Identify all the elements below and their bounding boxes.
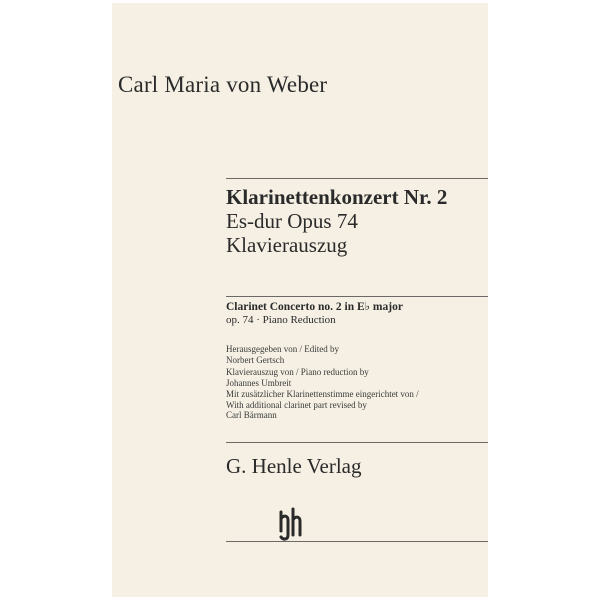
reduction-credit [226,367,369,388]
subtitle-divider [226,296,488,297]
clarinet-part-label-de: Mit zusätzlicher Klarinettenstimme eingerichtet von / [226,389,419,399]
english-title-block [226,301,403,327]
reduction-name: Johannes Umbreit [226,377,292,388]
work-edition-type: Klavierauszug [226,233,348,257]
bottom-divider [226,541,488,542]
publisher-name: G. Henle Verlag [226,454,362,478]
henle-monogram-icon [274,507,304,541]
publisher-divider [226,442,488,443]
editor-label: Herausgegeben von / Edited by [226,344,339,354]
composer-name: Carl Maria von Weber [118,72,328,97]
clarinet-part-credit [226,389,419,421]
english-subtitle: op. 74 · Piano Reduction [226,314,336,326]
title-divider [226,178,488,179]
work-title: Klarinettenkonzert Nr. 2 [226,185,448,209]
clarinet-part-name: Carl Bärmann [226,410,277,420]
clarinet-part-label-en: With additional clarinet part revised by [226,399,367,410]
english-title: Clarinet Concerto no. 2 in E♭ major [226,301,403,313]
editor-name: Norbert Gertsch [226,354,285,365]
editor-credit [226,344,339,365]
title-block [226,185,447,257]
work-key-opus: Es-dur Opus 74 [226,209,358,233]
reduction-label: Klavierauszug von / Piano reduction by [226,367,369,377]
